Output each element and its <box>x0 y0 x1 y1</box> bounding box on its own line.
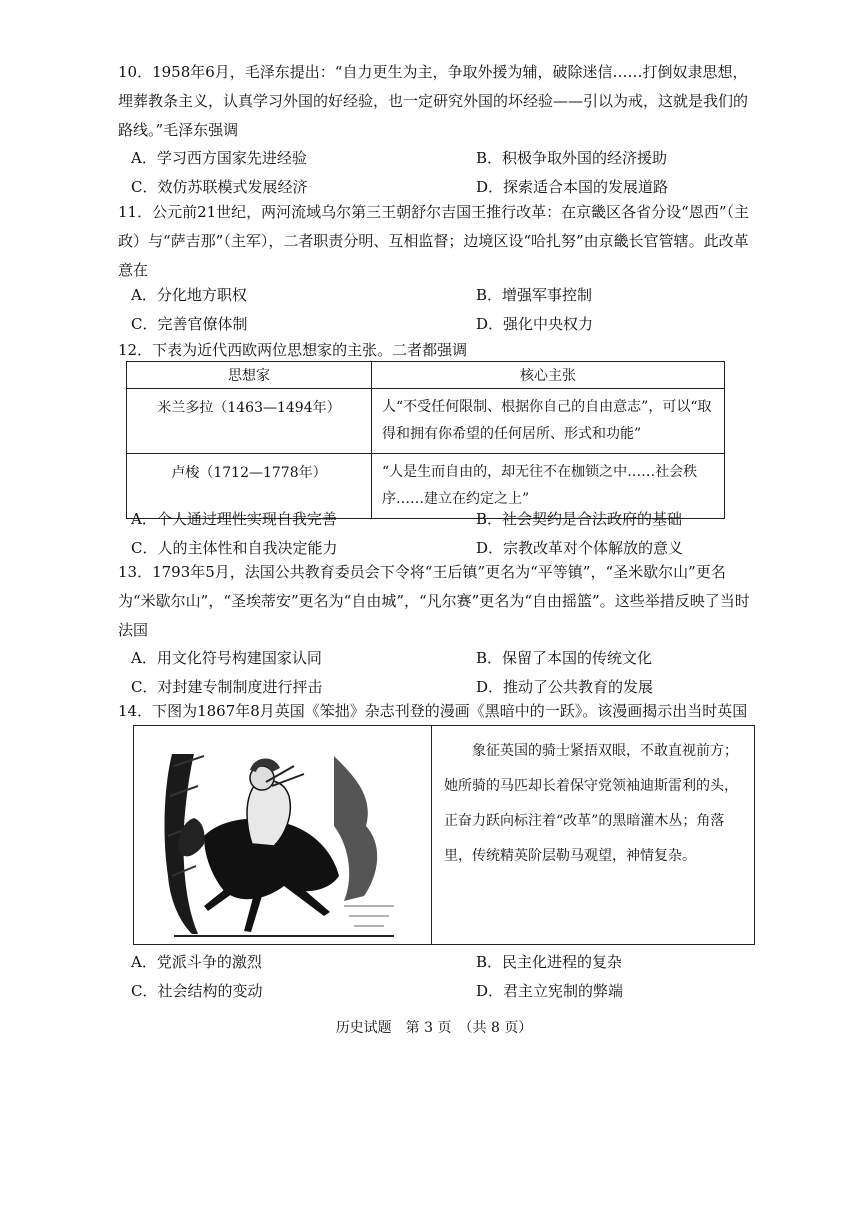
question-13 <box>118 558 758 645</box>
cartoon-illustration <box>134 726 431 944</box>
q11-option-d[interactable]: D．强化中央权力 <box>476 315 594 333</box>
q11-option-b[interactable]: B．增强军事控制 <box>476 286 593 304</box>
q14-option-b[interactable]: B．民主化进程的复杂 <box>476 953 623 971</box>
q14-option-a[interactable]: A．党派斗争的激烈 <box>131 953 262 971</box>
table-cell-thinker: 卢梭（1712—1778年） <box>127 454 372 519</box>
question-13-stem: 13．1793年5月，法国公共教育委员会下令将“王后镇”更名为“平等镇”，“圣米歇尔山”更名为“米歇尔山”，“圣埃蒂安”更名为“自由城”，“凡尔赛”更名为“自由摇篮”。这些举措反映了当时法国 <box>118 563 750 639</box>
question-10-options <box>131 144 751 202</box>
question-10-stem: 10．1958年6月，毛泽东提出：“自力更生为主，争取外援为辅，破除迷信……打倒奴隶思想，埋葬教条主义，认真学习外国的好经验，也一定研究外国的坏经验——引以为戒，这就是我们的路线。”毛泽东强调 <box>118 63 749 139</box>
table-header-claim: 核心主张 <box>372 362 725 389</box>
question-12-stem: 12．下表为近代西欧两位思想家的主张。二者都强调 <box>118 341 468 359</box>
question-11-stem: 11．公元前21世纪，两河流域乌尔第三王朝舒尔吉国王推行改革：在京畿区各省分设“恩西”（主政）与“萨吉那”（主军），二者职责分明、互相监督；边境区设“哈扎努”由京畿长官管辖。此改革意在 <box>118 203 750 279</box>
table-cell-claim: 人“不受任何限制、根据你自己的自由意志”，可以“取得和拥有你希望的任何居所、形式和功能” <box>372 389 725 454</box>
question-13-options <box>131 644 751 702</box>
q12-option-d[interactable]: D．宗教改革对个体解放的意义 <box>476 539 684 557</box>
table-header-thinker: 思想家 <box>127 362 372 389</box>
q12-option-a[interactable]: A．个人通过理性实现自我完善 <box>131 510 337 528</box>
thinkers-table <box>126 361 725 519</box>
q10-option-c[interactable]: C．效仿苏联模式发展经济 <box>131 178 308 196</box>
table-cell-claim: “人是生而自由的，却无往不在枷锁之中……社会秩序……建立在约定之上” <box>372 454 725 519</box>
q14-option-d[interactable]: D．君主立宪制的弊端 <box>476 982 624 1000</box>
q13-option-a[interactable]: A．用文化符号构建国家认同 <box>131 649 322 667</box>
q13-option-b[interactable]: B．保留了本国的传统文化 <box>476 649 653 667</box>
q10-option-b[interactable]: B．积极争取外国的经济援助 <box>476 149 668 167</box>
cartoon-box <box>133 725 755 945</box>
q14-option-c[interactable]: C．社会结构的变动 <box>131 982 263 1000</box>
q13-option-c[interactable]: C．对封建专制制度进行抨击 <box>131 678 323 696</box>
question-11-options <box>131 281 751 339</box>
q11-option-c[interactable]: C．完善官僚体制 <box>131 315 248 333</box>
question-11 <box>118 198 758 285</box>
question-14-options <box>131 948 751 1006</box>
question-10 <box>118 58 758 145</box>
q10-option-d[interactable]: D．探索适合本国的发展道路 <box>476 178 669 196</box>
q13-option-d[interactable]: D．推动了公共教育的发展 <box>476 678 654 696</box>
cartoon-caption: 象征英国的骑士紧捂双眼，不敢直视前方；她所骑的马匹却长着保守党领袖迪斯雷利的头，正奋力跃向标注着“改革”的黑暗灌木丛；角落里，传统精英阶层勒马观望，神情复杂。 <box>444 743 738 864</box>
q12-option-c[interactable]: C．人的主体性和自我决定能力 <box>131 539 338 557</box>
cartoon-image-cell <box>134 726 432 944</box>
question-14-stem: 14．下图为1867年8月英国《笨拙》杂志刊登的漫画《黑暗中的一跃》。该漫画揭示出当时英国 <box>118 702 748 720</box>
table-row <box>127 389 725 454</box>
table-cell-thinker: 米兰多拉（1463—1494年） <box>127 389 372 454</box>
q12-option-b[interactable]: B．社会契约是合法政府的基础 <box>476 510 683 528</box>
q10-option-a[interactable]: A．学习西方国家先进经验 <box>131 149 307 167</box>
q11-option-a[interactable]: A．分化地方职权 <box>131 286 247 304</box>
page-footer: 历史试题 第 3 页 （共 8 页） <box>335 1020 533 1036</box>
question-12-options <box>131 505 751 563</box>
question-14 <box>118 697 758 726</box>
